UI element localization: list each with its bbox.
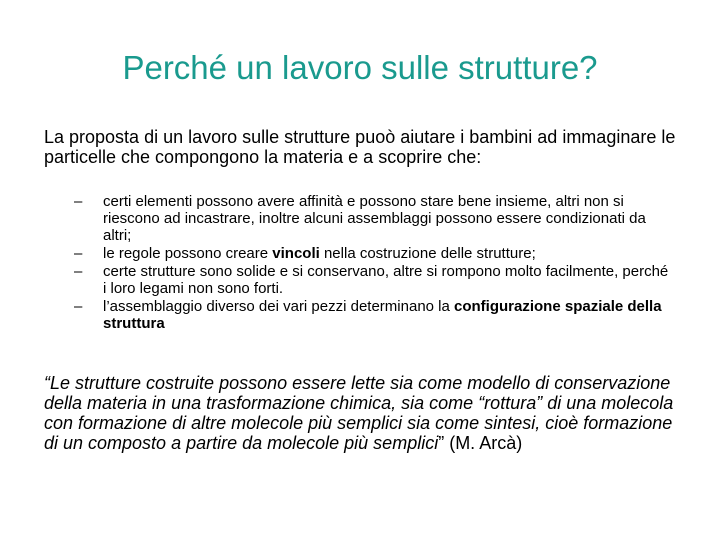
intro-paragraph: La proposta di un lavoro sulle strutture puoò aiutare i bambini ad immaginare le particelle che compongono la materia e a scoprire che: bbox=[44, 127, 676, 167]
bullet-text-start: l’assemblaggio diverso dei vari pezzi determinano la bbox=[103, 298, 455, 315]
bold-term-vincoli: vincoli bbox=[272, 245, 320, 262]
dash-bullet: – bbox=[74, 193, 83, 210]
quote-attribution: ” (M. Arcà) bbox=[438, 433, 523, 453]
bullet-text-end: nella costruzione delle strutture; bbox=[319, 245, 536, 262]
list-item bbox=[74, 298, 674, 332]
quote-text: “Le strutture costruite possono essere lette sia come modello di conservazione della materia in una trasformazione chimica, sia come “rottura” di una molecola con formazione di altre molecole più semplici sia come sintesi, cioè formazione di un composto a partire da molecole più semplici bbox=[44, 373, 674, 453]
list-item bbox=[74, 245, 674, 262]
list-item bbox=[74, 263, 674, 297]
bullet-text: certi elementi possono avere affinità e possono stare bene insieme, altri non si riescono ad incastrare, inoltre alcuni assemblaggi possono essere condizionati da altri; bbox=[103, 193, 646, 244]
slide-title: Perché un lavoro sulle strutture? bbox=[122, 49, 598, 86]
dash-bullet: – bbox=[74, 298, 83, 315]
quote-paragraph bbox=[44, 373, 684, 453]
dash-bullet: – bbox=[74, 245, 83, 262]
bullet-list bbox=[74, 193, 674, 333]
bold-term-configurazione: configurazione spaziale della struttura bbox=[103, 298, 662, 332]
bullet-text-start: le regole possono creare bbox=[103, 245, 273, 262]
bullet-text: certe strutture sono solide e si conservano, altre si rompono molto facilmente, perché i loro legami non sono forti. bbox=[103, 263, 669, 297]
list-item bbox=[74, 193, 674, 244]
dash-bullet: – bbox=[74, 263, 83, 280]
